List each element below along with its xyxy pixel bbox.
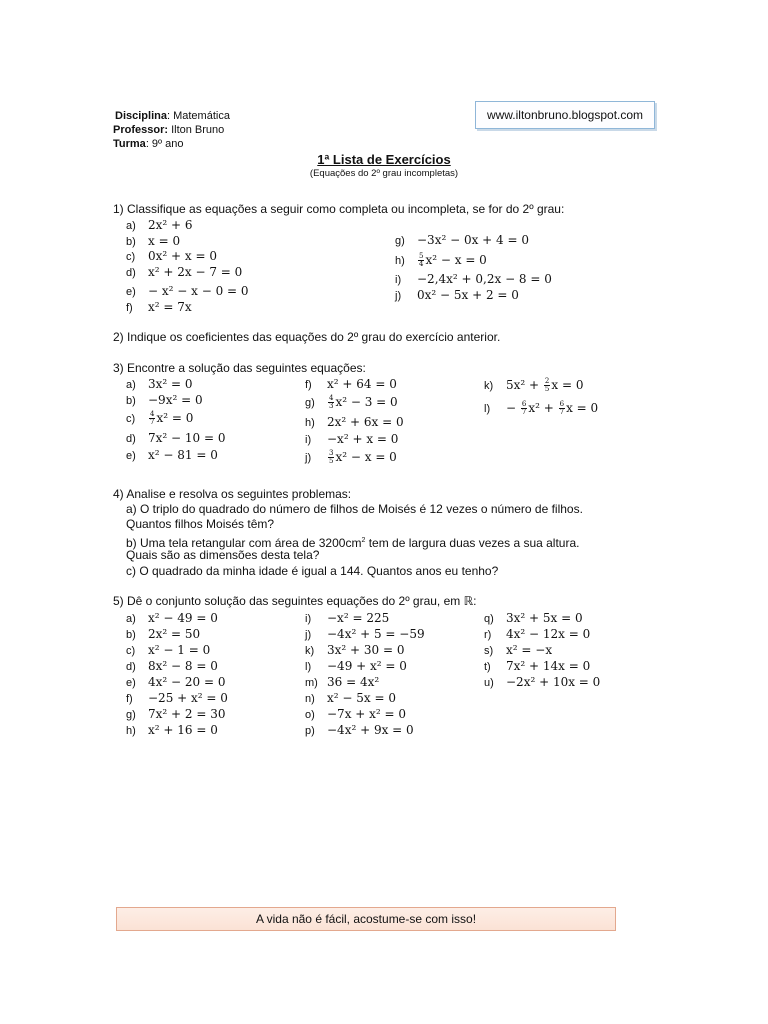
equation: x² − 81 = 0 <box>148 448 218 462</box>
equation: $\frac{3}{5}$ x² − x = 0 <box>329 449 397 465</box>
equation: x² − 1 = 0 <box>148 643 211 657</box>
equation: x² + 16 = 0 <box>148 723 218 737</box>
item-label: g) <box>395 235 405 247</box>
item-label: a) <box>126 379 136 391</box>
fraction-denominator: 5 <box>329 457 334 465</box>
equation: x² = −x <box>506 643 553 657</box>
item-label: a) <box>126 613 136 625</box>
blog-url[interactable]: www.iltonbruno.blogspot.com <box>486 108 644 122</box>
item-label: m) <box>305 677 318 689</box>
fraction <box>328 395 334 410</box>
q5-item <box>484 611 583 627</box>
equation: 4x² − 12x = 0 <box>506 627 591 641</box>
equation: −9x² = 0 <box>148 393 203 407</box>
item-label: i) <box>305 434 312 446</box>
item-label: d) <box>126 267 136 279</box>
fraction-numerator: 3 <box>329 449 334 457</box>
q3-item <box>305 377 397 393</box>
q3-item <box>126 448 218 464</box>
equation: −4x² + 9x = 0 <box>327 723 414 737</box>
item-label: p) <box>305 725 315 737</box>
q4-b-sup: 2 <box>361 537 366 544</box>
equation: −4x² + 5 = −59 <box>327 627 425 641</box>
item-label: j) <box>305 629 312 641</box>
equation: 7x² + 2 = 30 <box>148 707 226 721</box>
item-label: k) <box>305 645 315 657</box>
equation: 7x² − 10 = 0 <box>148 431 226 445</box>
fraction <box>149 411 155 426</box>
footer-quote: A vida não é fácil, acostume-se com isso! <box>255 912 477 926</box>
item-label: o) <box>305 709 315 721</box>
equation: $\frac{4}{7}$ x² = 0 <box>150 410 194 426</box>
equation: 2x² = 50 <box>148 627 201 641</box>
q3-item <box>484 401 598 417</box>
item-label: i) <box>395 274 402 286</box>
q1-item <box>126 249 217 265</box>
q4-b-post: tem de largura duas vezes a sua altura. <box>365 536 580 550</box>
q1-item <box>126 218 193 234</box>
footer-quote-box <box>116 907 616 931</box>
equation: 5x² + $\frac{2}{5}$ x = 0 <box>506 377 584 393</box>
item-label: j) <box>395 290 402 302</box>
q1-item <box>395 288 519 304</box>
blog-url-box[interactable] <box>475 101 655 129</box>
equation: −7x + x² = 0 <box>327 707 407 721</box>
item-label: c) <box>126 251 136 263</box>
item-label: s) <box>484 645 494 657</box>
fraction-numerator: 4 <box>329 394 334 402</box>
equation: 7x² + 14x = 0 <box>506 659 591 673</box>
item-label: j) <box>305 452 312 464</box>
item-label: f) <box>126 302 133 314</box>
q1-item <box>395 272 552 288</box>
q5-item <box>305 611 389 627</box>
q5-statement: 5) Dê o conjunto solução das seguintes equações do 2º grau, em ℝ: <box>113 594 477 608</box>
item-label: h) <box>305 417 315 429</box>
equation: −25 + x² = 0 <box>148 691 228 705</box>
q5-item <box>126 675 225 691</box>
fraction <box>544 378 550 393</box>
equation: 2x² + 6x = 0 <box>327 415 404 429</box>
q1-item <box>126 234 180 250</box>
equation: x² = 7x <box>148 300 192 314</box>
item-label: t) <box>484 661 491 673</box>
item-label: b) <box>126 629 136 641</box>
q5-item <box>305 707 406 723</box>
page-title: 1ª Lista de Exercícios <box>317 152 451 167</box>
item-label: e) <box>126 450 136 462</box>
q3-item <box>305 415 404 431</box>
header-professor <box>113 123 224 137</box>
equation: x² + 64 = 0 <box>327 377 397 391</box>
item-label: c) <box>126 645 136 657</box>
q3-item <box>126 377 193 393</box>
disciplina-label: Disciplina <box>115 110 167 122</box>
equation: − $\frac{6}{7}$ x² + $\frac{6}{7}$ x = 0 <box>506 400 599 416</box>
q3-item <box>126 411 193 427</box>
item-label: b) <box>126 395 136 407</box>
turma-label: Turma <box>113 138 146 150</box>
item-label: b) <box>126 236 136 248</box>
fraction-numerator: 4 <box>150 410 155 418</box>
equation: 0x² − 5x + 2 = 0 <box>417 288 519 302</box>
q3-item <box>305 395 398 411</box>
q5-item <box>126 659 218 675</box>
equation: 0x² + x = 0 <box>148 249 217 263</box>
item-label: g) <box>126 709 136 721</box>
q1-item <box>126 300 192 316</box>
q4-a-line1: a) O triplo do quadrado do número de filhos de Moisés é 12 vezes o número de filhos. <box>126 502 583 516</box>
equation: −49 + x² = 0 <box>327 659 407 673</box>
q5-item <box>484 675 600 691</box>
q1-item <box>126 265 242 281</box>
q5-item <box>126 691 228 707</box>
equation: $\frac{4}{3}$ x² − 3 = 0 <box>329 394 398 410</box>
item-label: h) <box>126 725 136 737</box>
item-label: e) <box>126 286 136 298</box>
equation: 36 = 4x² <box>327 675 380 689</box>
fraction-denominator: 7 <box>559 408 565 416</box>
q5-item <box>126 643 210 659</box>
fraction <box>559 401 565 416</box>
equation: 8x² − 8 = 0 <box>148 659 218 673</box>
fraction-numerator: 6 <box>521 400 527 408</box>
q5-item <box>305 691 396 707</box>
q5-item <box>305 723 414 739</box>
professor-label: Professor: <box>113 124 169 136</box>
item-label: g) <box>305 397 315 409</box>
equation: −x² + x = 0 <box>327 432 399 446</box>
equation: 4x² − 20 = 0 <box>148 675 226 689</box>
equation: 3x² = 0 <box>148 377 193 391</box>
item-label: r) <box>484 629 492 641</box>
equation: −2,4x² + 0,2x − 8 = 0 <box>417 272 552 286</box>
q5-item <box>126 627 200 643</box>
q5-item <box>305 659 407 675</box>
item-label: d) <box>126 661 136 673</box>
equation: x² − 49 = 0 <box>148 611 218 625</box>
fraction <box>521 401 527 416</box>
q5-item <box>126 611 218 627</box>
item-label: e) <box>126 677 136 689</box>
q3-item <box>305 450 397 466</box>
item-label: c) <box>126 413 136 425</box>
item-label: n) <box>305 693 315 705</box>
professor-value: Ilton Bruno <box>168 124 225 136</box>
item-label: l) <box>305 661 312 673</box>
fraction-denominator: 5 <box>544 385 550 393</box>
fraction <box>418 253 424 268</box>
item-label: k) <box>484 380 494 392</box>
q5-item <box>305 627 425 643</box>
q5-item <box>126 723 218 739</box>
item-label: l) <box>484 403 491 415</box>
q2-statement: 2) Indique os coeficientes das equações do 2º grau do exercício anterior. <box>113 330 501 344</box>
q3-item <box>305 432 398 448</box>
fraction <box>328 450 334 465</box>
item-label: f) <box>305 379 312 391</box>
q3-statement: 3) Encontre a solução das seguintes equações: <box>113 361 366 375</box>
q3-item <box>126 431 225 447</box>
fraction-numerator: 6 <box>559 400 565 408</box>
item-label: h) <box>395 255 405 267</box>
equation: −x² = 225 <box>327 611 390 625</box>
fraction-numerator: 5 <box>419 252 424 260</box>
q1-item <box>395 233 529 249</box>
q3-item <box>126 393 203 409</box>
q5-item <box>484 643 552 659</box>
fraction-numerator: 2 <box>544 377 550 385</box>
item-label: u) <box>484 677 494 689</box>
item-label: q) <box>484 613 494 625</box>
fraction-denominator: 3 <box>329 402 334 410</box>
q1-item <box>395 253 487 269</box>
equation: 2x² + 6 <box>148 218 193 232</box>
header-turma <box>113 137 183 151</box>
q4-b-pre: b) Uma tela retangular com área de 3200cm <box>126 536 362 550</box>
q3-item <box>484 378 583 394</box>
equation: $\frac{5}{4}$ x² − x = 0 <box>419 252 487 268</box>
fraction-denominator: 7 <box>150 418 155 426</box>
page-subtitle: (Equações do 2º grau incompletas) <box>309 168 459 179</box>
q4-statement: 4) Analise e resolva os seguintes problemas: <box>113 487 352 501</box>
fraction-denominator: 7 <box>521 408 527 416</box>
q5-item <box>305 643 404 659</box>
equation: x² − 5x = 0 <box>327 691 396 705</box>
header-disciplina <box>115 109 230 123</box>
fraction-denominator: 4 <box>419 260 424 268</box>
q5-item <box>305 675 379 691</box>
q4-a-line2: Quantos filhos Moisés têm? <box>126 517 275 531</box>
q4-c-line1: c) O quadrado da minha idade é igual a 144. Quantos anos eu tenho? <box>126 564 499 578</box>
q1-statement: 1) Classifique as equações a seguir como completa ou incompleta, se for do 2º grau: <box>113 202 565 216</box>
equation: 3x² + 30 = 0 <box>327 643 405 657</box>
equation: x² + 2x − 7 = 0 <box>148 265 243 279</box>
item-label: i) <box>305 613 312 625</box>
q5-item <box>484 659 590 675</box>
equation: −3x² − 0x + 4 = 0 <box>417 233 529 247</box>
q4-b-line2: Quais são as dimensões desta tela? <box>126 548 320 562</box>
item-label: d) <box>126 433 136 445</box>
equation: x = 0 <box>148 234 181 248</box>
equation: −2x² + 10x = 0 <box>506 675 601 689</box>
q5-item <box>484 627 590 643</box>
item-label: a) <box>126 220 136 232</box>
item-label: f) <box>126 693 133 705</box>
q1-item <box>126 284 249 300</box>
equation: 3x² + 5x = 0 <box>506 611 583 625</box>
turma-value: : 9º ano <box>145 138 184 150</box>
disciplina-value: : Matemática <box>166 110 230 122</box>
equation: − x² − x − 0 = 0 <box>148 284 249 298</box>
q5-item <box>126 707 225 723</box>
